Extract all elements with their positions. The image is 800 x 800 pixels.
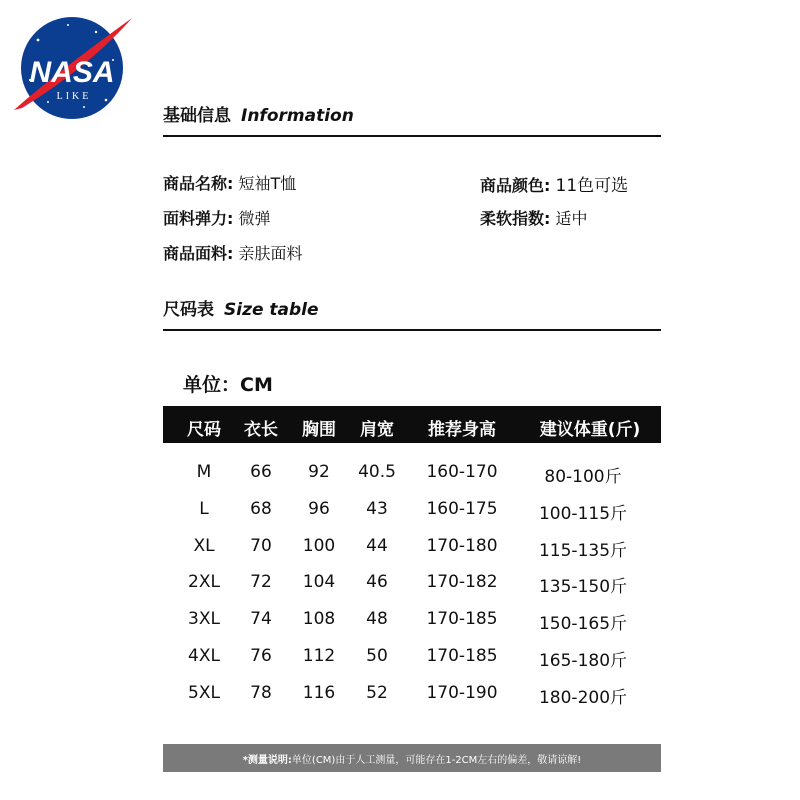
cell-height: 170-180 (426, 536, 498, 556)
size-title-en: Size table (224, 300, 319, 320)
info-title-cn: 基础信息 (163, 106, 231, 126)
cell-shoulder: 46 (366, 572, 388, 592)
cell-chest: 104 (302, 572, 336, 592)
measurement-note-text: 单位(CM)由于人工测量，可能存在1-2CM左右的偏差，敬请谅解! (291, 754, 582, 766)
cell-length: 68 (250, 499, 272, 519)
cell-weight: 80-100斤 (544, 467, 622, 487)
header-length: 衣长 (244, 420, 278, 440)
header-height: 推荐身高 (428, 420, 496, 440)
product-color-field (480, 171, 628, 196)
cell-weight: 115-135斤 (538, 541, 628, 561)
cell-length: 78 (250, 683, 272, 703)
cell-shoulder: 44 (366, 536, 388, 556)
header-size: 尺码 (187, 420, 221, 440)
measurement-note (163, 744, 661, 772)
cell-weight: 100-115斤 (538, 504, 628, 524)
cell-height: 170-185 (426, 609, 498, 629)
softness-field (480, 206, 588, 229)
table-row (163, 606, 661, 632)
cell-weight: 165-180斤 (538, 651, 628, 671)
cell-shoulder: 40.5 (358, 462, 396, 482)
product-color-value: 11色可选 (555, 176, 629, 196)
cell-weight: 150-165斤 (538, 614, 628, 634)
info-section-title (163, 101, 354, 126)
header-shoulder: 肩宽 (360, 420, 394, 440)
cell-chest: 116 (302, 683, 336, 703)
cell-size: L (199, 499, 209, 519)
nasa-like-logo (8, 10, 136, 122)
cell-chest: 92 (308, 462, 330, 482)
cell-length: 76 (250, 646, 272, 666)
product-color-label: 商品颜色: (480, 176, 551, 195)
fabric-elasticity-value: 微弹 (238, 209, 271, 228)
fabric-elasticity-label: 面料弹力: (163, 209, 234, 228)
cell-height: 170-185 (426, 646, 498, 666)
size-divider (163, 329, 661, 331)
size-table-header (163, 406, 661, 443)
measurement-note-label: *测量说明: (242, 754, 292, 766)
table-row (163, 643, 661, 669)
cell-shoulder: 52 (366, 683, 388, 703)
cell-chest: 100 (302, 536, 336, 556)
cell-height: 160-175 (426, 499, 498, 519)
product-name-label: 商品名称: (163, 174, 234, 193)
cell-height: 170-190 (426, 683, 498, 703)
cell-length: 66 (250, 462, 272, 482)
cell-size: 3XL (188, 609, 220, 629)
product-name-field (163, 171, 296, 194)
table-row (163, 459, 661, 485)
svg-text:LIKE: LIKE (56, 91, 92, 102)
cell-chest: 96 (308, 499, 330, 519)
info-title-en: Information (241, 106, 354, 126)
cell-size: 2XL (188, 572, 220, 592)
info-divider (163, 135, 661, 137)
cell-chest: 112 (302, 646, 336, 666)
product-fabric-label: 商品面料: (163, 244, 234, 263)
cell-size: 5XL (188, 683, 220, 703)
product-fabric-field (163, 241, 303, 264)
cell-weight: 180-200斤 (538, 688, 628, 708)
cell-shoulder: 43 (366, 499, 388, 519)
cell-length: 72 (250, 572, 272, 592)
product-fabric-value: 亲肤面料 (238, 244, 303, 263)
table-row (163, 533, 661, 559)
softness-value: 适中 (555, 209, 588, 228)
unit-label: 单位：CM (183, 374, 273, 396)
size-title-cn: 尺码表 (163, 300, 214, 320)
svg-text:NASA: NASA (29, 56, 115, 89)
cell-length: 74 (250, 609, 272, 629)
product-name-value: 短袖T恤 (238, 174, 297, 193)
table-row (163, 680, 661, 706)
cell-size: XL (193, 536, 215, 556)
cell-length: 70 (250, 536, 272, 556)
cell-chest: 108 (302, 609, 336, 629)
size-section-title (163, 295, 319, 320)
softness-label: 柔软指数: (480, 209, 551, 228)
header-chest: 胸围 (302, 420, 336, 440)
cell-size: M (196, 462, 212, 482)
cell-height: 170-182 (426, 572, 498, 592)
header-weight: 建议体重(斤) (539, 420, 641, 440)
cell-shoulder: 48 (366, 609, 388, 629)
cell-size: 4XL (188, 646, 220, 666)
fabric-elasticity-field (163, 206, 271, 229)
table-row (163, 496, 661, 522)
table-row (163, 569, 661, 595)
cell-shoulder: 50 (366, 646, 388, 666)
cell-weight: 135-150斤 (538, 577, 628, 597)
cell-height: 160-170 (426, 462, 498, 482)
